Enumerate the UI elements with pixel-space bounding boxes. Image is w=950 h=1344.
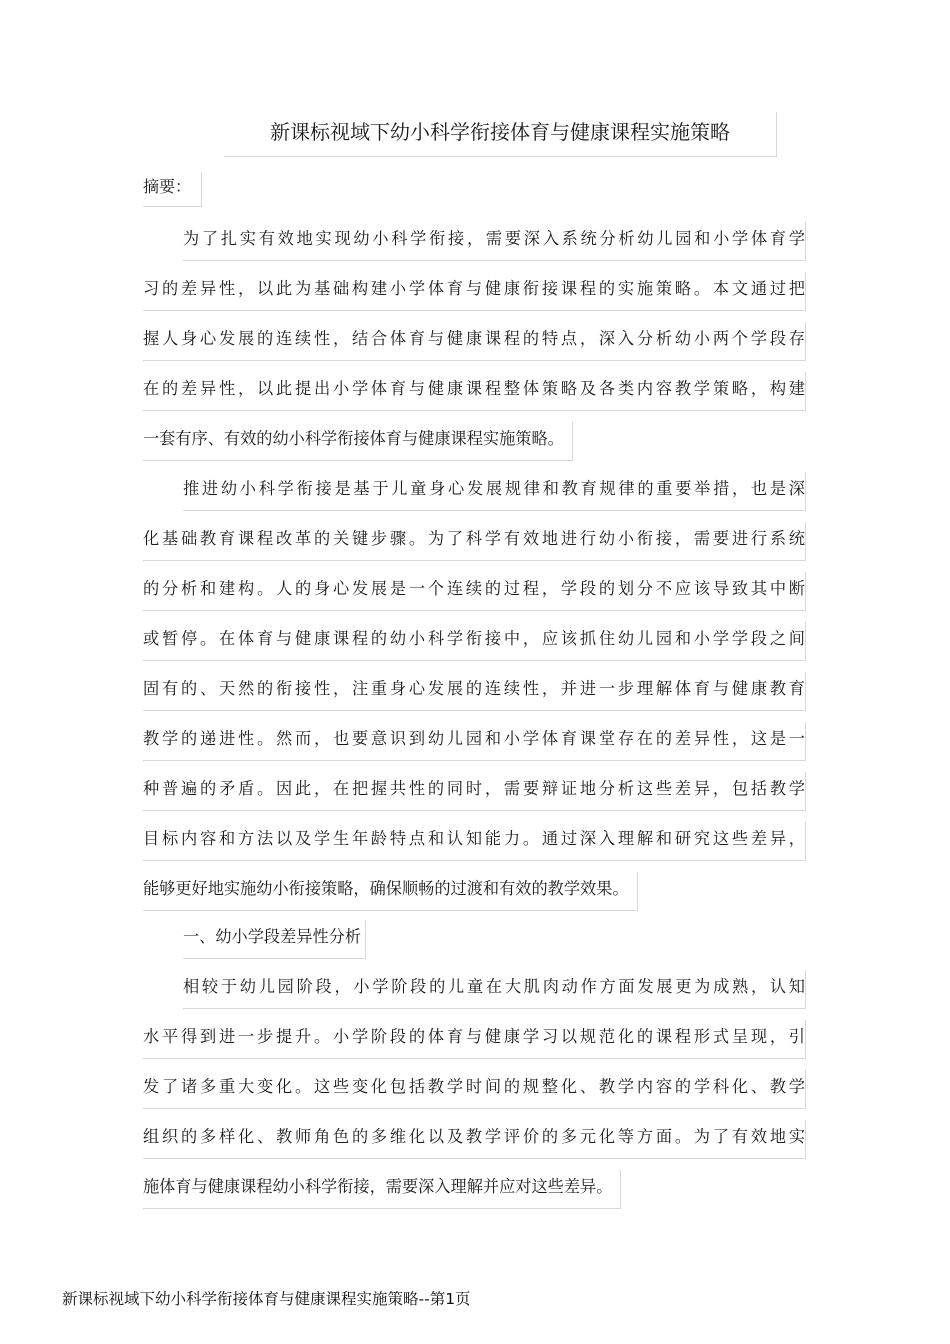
paragraph-2-line-7: 种普遍的矛盾。因此，在把握共性的同时，需要辩证地分析这些差异，包括教学 — [143, 772, 806, 811]
paragraph-2-line-6: 教学的递进性。然而，也要意识到幼儿园和小学体育课堂存在的差异性，这是一 — [143, 722, 806, 761]
document-title: 新课标视域下幼小科学衔接体育与健康课程实施策略 — [224, 112, 777, 157]
paragraph-2-line-2: 化基础教育课程改革的关键步骤。为了科学有效地进行幼小衔接，需要进行系统 — [143, 522, 806, 561]
paragraph-2-line-9: 能够更好地实施幼小衔接策略，确保顺畅的过渡和有效的教学效果。 — [143, 872, 638, 911]
section-paragraph-line-1: 相较于幼儿园阶段，小学阶段的儿童在大肌肉动作方面发展更为成熟，认知 — [183, 970, 806, 1009]
section-heading: 一、幼小学段差异性分析 — [183, 920, 366, 959]
paragraph-2-line-3: 的分析和建构。人的身心发展是一个连续的过程，学段的划分不应该导致其中断 — [143, 572, 806, 611]
paragraph-1-line-3: 握人身心发展的连续性，结合体育与健康课程的特点，深入分析幼小两个学段存 — [143, 322, 806, 361]
paragraph-2-line-5: 固有的、天然的衔接性，注重身心发展的连续性，并进一步理解体育与健康教育 — [143, 672, 806, 711]
page-footer: 新课标视域下幼小科学衔接体育与健康课程实施策略--第1页 — [62, 1290, 471, 1308]
paragraph-2-line-4: 或暂停。在体育与健康课程的幼小科学衔接中，应该抓住幼儿园和小学学段之间 — [143, 622, 806, 661]
section-paragraph-line-4: 组织的多样化、教师角色的多维化以及教学评价的多元化等方面。为了有效地实 — [143, 1120, 806, 1159]
abstract-label: 摘要： — [143, 172, 202, 207]
paragraph-2-line-8: 目标内容和方法以及学生年龄特点和认知能力。通过深入理解和研究这些差异， — [143, 822, 806, 861]
section-paragraph-line-2: 水平得到进一步提升。小学阶段的体育与健康学习以规范化的课程形式呈现，引 — [143, 1020, 806, 1059]
section-paragraph-line-5: 施体育与健康课程幼小科学衔接，需要深入理解并应对这些差异。 — [143, 1170, 621, 1209]
section-paragraph-line-3: 发了诸多重大变化。这些变化包括教学时间的规整化、教学内容的学科化、教学 — [143, 1070, 806, 1109]
paragraph-1-line-4: 在的差异性，以此提出小学体育与健康课程整体策略及各类内容教学策略，构建 — [143, 372, 806, 411]
paragraph-1-line-1: 为了扎实有效地实现幼小科学衔接，需要深入系统分析幼儿园和小学体育学 — [183, 222, 806, 261]
paragraph-1-line-2: 习的差异性，以此为基础构建小学体育与健康衔接课程的实施策略。本文通过把 — [143, 272, 806, 311]
paragraph-1-line-5: 一套有序、有效的幼小科学衔接体育与健康课程实施策略。 — [143, 422, 573, 461]
paragraph-2-line-1: 推进幼小科学衔接是基于儿童身心发展规律和教育规律的重要举措，也是深 — [183, 472, 806, 511]
